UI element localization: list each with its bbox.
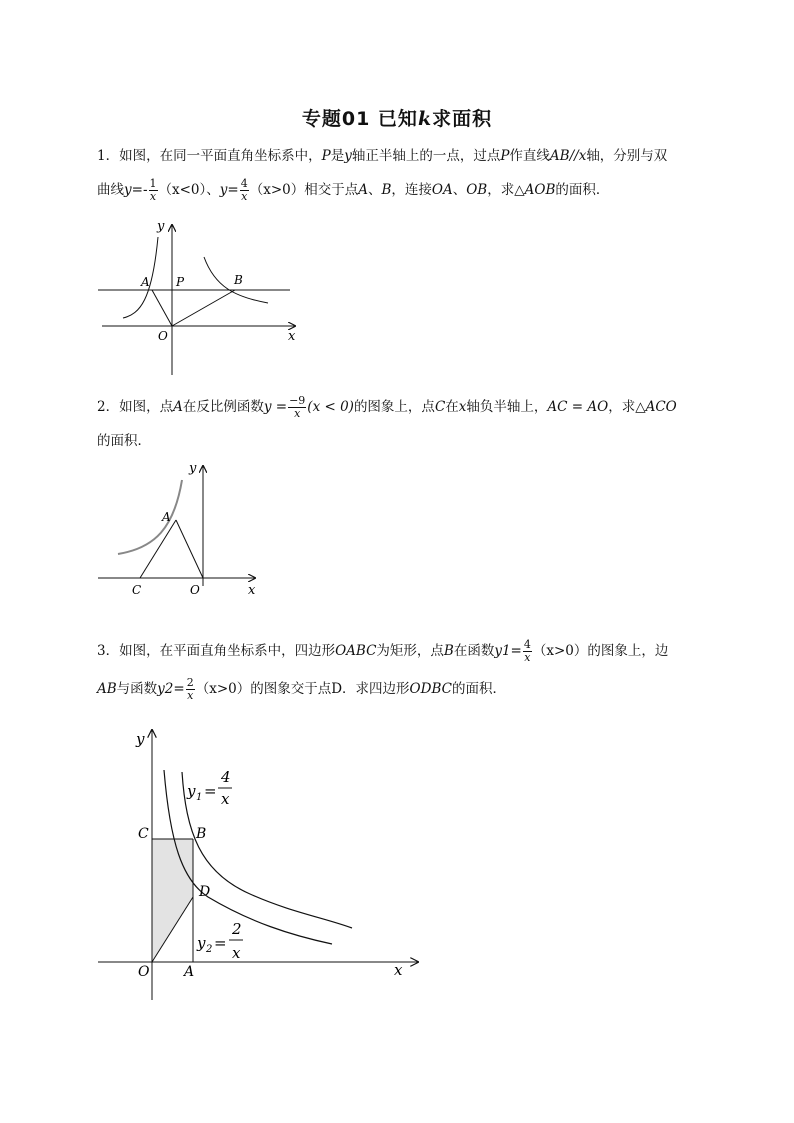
label-a: A [162,510,171,524]
label-o: O [138,964,150,980]
figure-3 [90,722,430,1011]
label-x: x [248,583,256,598]
segment-oa [152,290,172,326]
hyperbola [118,480,182,554]
label-y1-equation [186,768,232,808]
label-b: B [196,826,207,842]
label-c: C [132,583,142,597]
question-2-line-1: 2．如图，点A在反比例函数y = $\frac{-9}{x}$ (x < 0)的图象上，点C在x轴负半轴上，AC = AO，求△ACO [97,394,677,420]
fraction: $\frac{4}{x}$ [240,177,248,203]
y2-num: 2 [232,920,242,938]
y2-sub: 2 [206,944,213,955]
label-b: B [234,273,243,287]
fraction: $\frac{1}{x}$ [149,177,157,203]
y2-y: y [197,934,206,952]
page-title: 专题01 已知k求面积 [301,108,493,130]
segment-ao [176,520,203,578]
question-2-line-2: 的面积． [97,433,151,449]
y1-eq: = [204,782,217,800]
label-x: x [288,329,296,344]
label-d: D [199,884,211,900]
label-a: A [141,275,150,289]
question-1-line-2: 曲线y=- $\frac{1}{x}$ （x<0）、y= $\frac{4}{x}$ （x>0）相交于点A、B，连接OA、OB，求△AOB的面积． [97,177,610,203]
fraction: $\frac{4}{x}$ [523,638,531,664]
question-3-line-1: 3．如图，在平面直角坐标系中，四边形OABC为矩形，点B在函数y1= $\frac{4}{x}$ （x>0）的图象上，边 [97,638,669,664]
label-y2-equation [196,920,243,962]
shaded-region-odbc [152,839,193,962]
y1-y: y [187,782,196,800]
y1-sub: 1 [196,792,203,803]
label-a: A [184,964,195,980]
question-3-line-2: AB与函数y2= $\frac{2}{x}$ （x>0）的图象交于点D．求四边形ODBC的面积． [97,676,506,702]
segment-ob [172,290,235,326]
label-x: x [394,961,403,979]
figure-2 [90,458,270,607]
label-o: O [190,583,200,597]
question-1-line-1: 1．如图，在同一平面直角坐标系中，P是y轴正半轴上的一点，过点P作直线AB//x轴，分别与双 [97,148,668,164]
y1-num: 4 [221,768,231,786]
segment-ac [140,520,176,578]
label-p: P [176,275,185,289]
y1-den: x [221,790,230,808]
y2-eq: = [214,934,227,952]
label-y: y [189,461,197,476]
fraction: $\frac{2}{x}$ [186,676,194,702]
figure-1 [90,215,310,384]
fraction: $\frac{-9}{x}$ [289,394,306,420]
y2-den: x [232,944,241,962]
label-y: y [136,730,145,748]
label-y: y [157,219,165,234]
label-o: O [158,329,168,343]
label-c: C [138,826,149,842]
